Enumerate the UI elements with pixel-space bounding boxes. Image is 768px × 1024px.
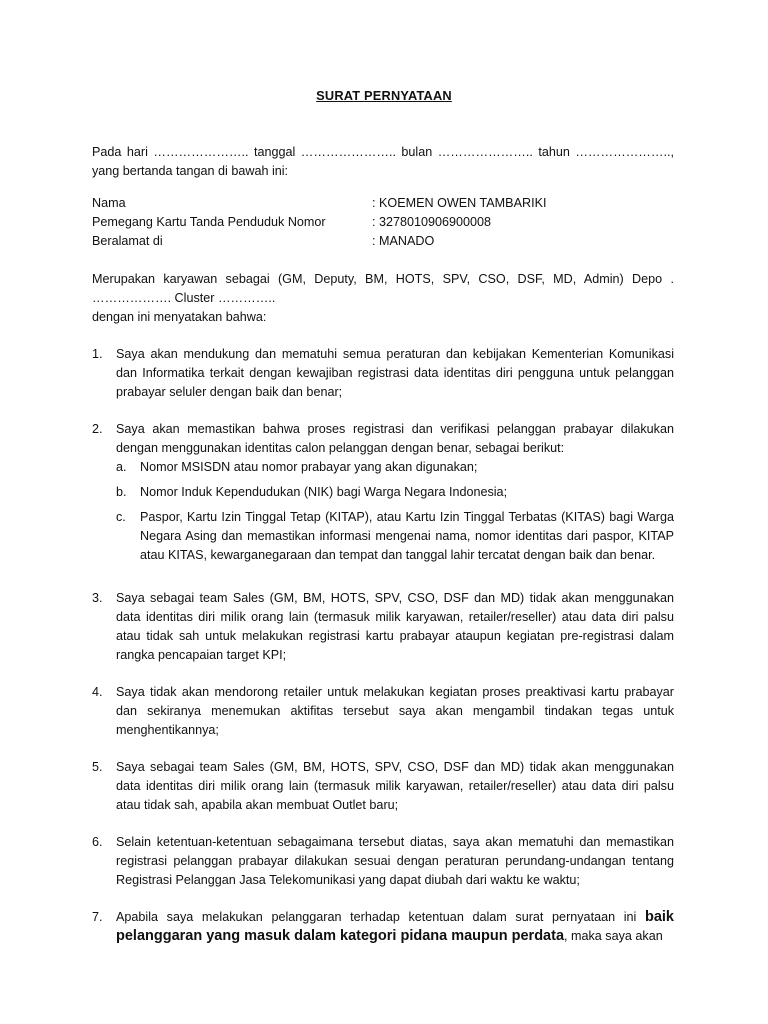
declaration-intro: dengan ini menyatakan bahwa: — [92, 310, 267, 324]
sub-item-letter: c. — [116, 510, 126, 524]
item-text: Selain ketentuan-ketentuan sebagaimana tersebut diatas, saya akan mematuhi dan memastikan registrasi pelanggan prabayar dilakukan sesuai dengan peraturan perundang-undangan tentang Registrasi Pelanggan Jasa Telekomunikasi yang dapat diubah dari waktu ke waktu; — [116, 835, 674, 887]
item-number: 1. — [92, 347, 103, 361]
item-text: Saya sebagai team Sales (GM, BM, HOTS, SPV, CSO, DSF dan MD) tidak akan menggunakan data identitas diri milik orang lain (termasuk milik karyawan, retailer/reseller) atau data diri palsu atau tidak sah untuk melakukan registrasi kartu prabayar ataupun kegiatan pre-registrasi dalam rangka pencapaian target KPI; — [116, 591, 674, 662]
identity-row-name — [92, 194, 546, 213]
list-item — [92, 420, 674, 565]
list-item — [92, 833, 674, 890]
item-text-part: , maka saya akan — [564, 929, 663, 943]
sub-list-item — [116, 483, 674, 502]
sub-list-item — [116, 458, 674, 477]
item-text — [116, 910, 674, 943]
item-number: 4. — [92, 685, 103, 699]
identity-value: : MANADO — [372, 234, 435, 248]
identity-row-address — [92, 232, 546, 251]
identity-value: : 3278010906900008 — [372, 215, 492, 229]
item-text: Saya akan mendukung dan mematuhi semua peraturan dan kebijakan Kementerian Komunikasi dan Informatika terkait dengan kewajiban registrasi data identitas diri pengguna untuk pelanggan prabayar seluler dengan baik dan benar; — [116, 347, 674, 399]
employment-paragraph: Merupakan karyawan sebagai (GM, Deputy, BM, HOTS, SPV, CSO, DSF, MD, Admin) Depo . ………………. Cluster ………….. — [92, 272, 674, 305]
list-item — [92, 758, 674, 815]
declaration-list — [92, 345, 674, 964]
sub-item-text: Nomor Induk Kependudukan (NIK) bagi Warga Negara Indonesia; — [140, 485, 508, 499]
list-item — [92, 345, 674, 402]
item-text: Saya akan memastikan bahwa proses registrasi dan verifikasi pelanggan prabayar dilakukan dengan menggunakan identitas calon pelanggan dengan benar, sebagai berikut: — [116, 422, 674, 455]
item-text-part: Apabila saya melakukan pelanggaran terhadap ketentuan dalam surat pernyataan ini — [116, 910, 645, 924]
sub-list — [116, 458, 674, 565]
identity-label: Beralamat di — [92, 234, 163, 248]
item-number: 3. — [92, 591, 103, 605]
sub-item-text: Paspor, Kartu Izin Tinggal Tetap (KITAP), atau Kartu Izin Tinggal Terbatas (KITAS) bagi Warga Negara Asing dan memastikan informasi mengenai nama, nomor identitas dari paspor, KITAP atau KITAS, kewarganegaraan dan tempat dan tanggal lahir tercatat dengan baik dan benar. — [140, 510, 674, 562]
list-item — [92, 908, 674, 946]
opening-paragraph: Pada hari ………………….. tanggal ………………….. bulan ………………….. tahun ………………….., yang bertanda tangan di bawah ini: — [92, 145, 674, 178]
document-title: SURAT PERNYATAAN — [316, 88, 452, 103]
sub-item-letter: a. — [116, 460, 127, 474]
item-number: 6. — [92, 835, 103, 849]
item-text: Saya tidak akan mendorong retailer untuk melakukan kegiatan proses preaktivasi kartu prabayar dan sekiranya menemukan aktifitas tersebut saya akan mengambil tindakan tegas untuk menghentikannya; — [116, 685, 674, 737]
list-item — [92, 589, 674, 665]
identity-row-ktp — [92, 213, 546, 232]
sub-list-item — [116, 508, 674, 565]
identity-table — [92, 194, 546, 251]
item-text-emphasis: baik pelanggaran yang masuk dalam kategori pidana maupun perdata — [116, 909, 674, 944]
item-number: 5. — [92, 760, 103, 774]
sub-item-letter: b. — [116, 485, 127, 499]
identity-value: : KOEMEN OWEN TAMBARIKI — [372, 196, 547, 210]
item-number: 2. — [92, 422, 103, 436]
identity-label: Nama — [92, 196, 126, 210]
item-number: 7. — [92, 910, 103, 924]
list-item — [92, 683, 674, 740]
item-text: Saya sebagai team Sales (GM, BM, HOTS, SPV, CSO, DSF dan MD) tidak akan menggunakan data identitas diri milik orang lain (termasuk milik karyawan, retailer/reseller) atau data diri palsu atau tidak sah, apabila akan membuat Outlet baru; — [116, 760, 674, 812]
sub-item-text: Nomor MSISDN atau nomor prabayar yang akan digunakan; — [140, 460, 478, 474]
identity-label: Pemegang Kartu Tanda Penduduk Nomor — [92, 215, 326, 229]
